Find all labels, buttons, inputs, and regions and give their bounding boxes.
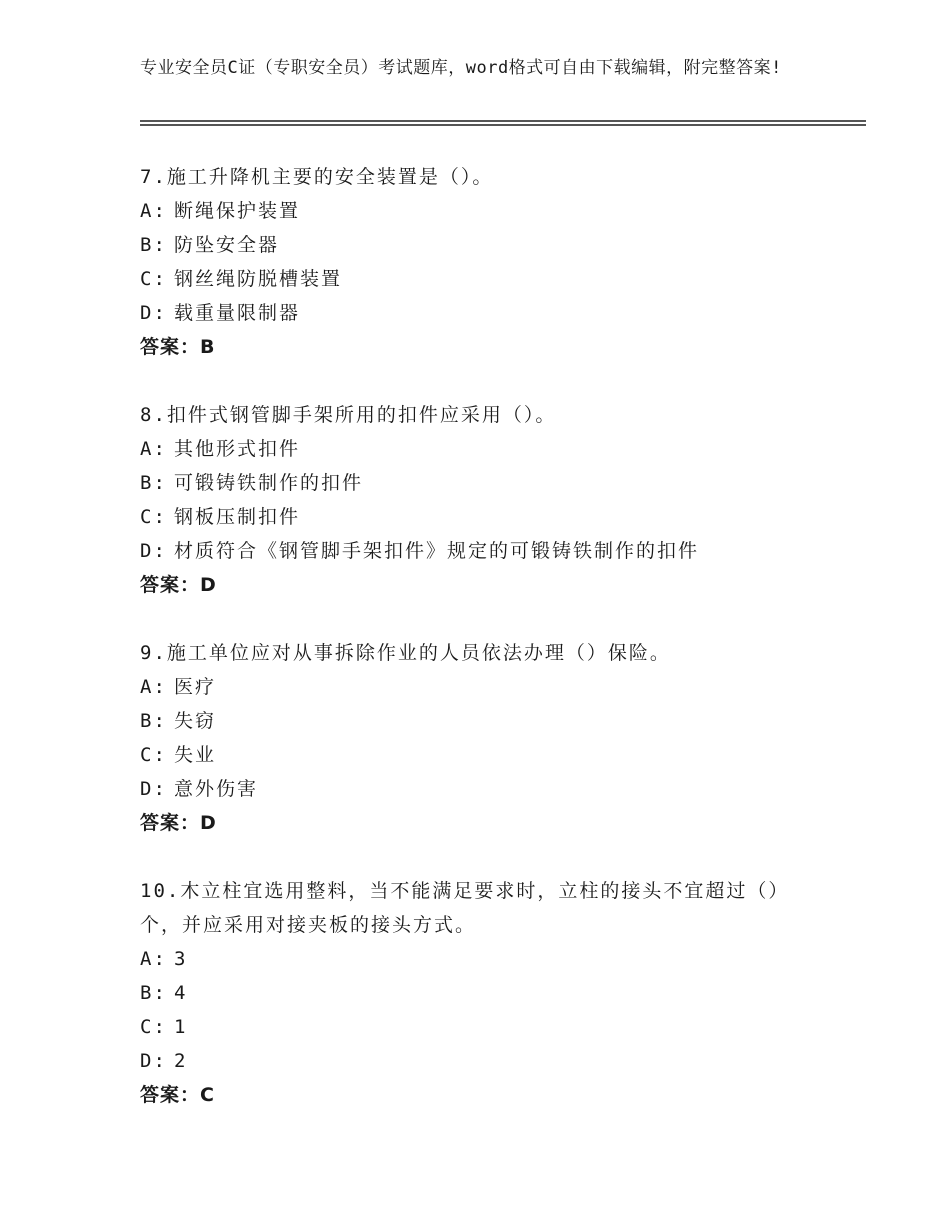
option-letter: C: [140, 744, 167, 766]
option-text: 意外伤害 [174, 778, 259, 800]
option-a [140, 194, 820, 228]
option-b [140, 704, 820, 738]
option-letter: D: [140, 1050, 167, 1072]
option-letter: C: [140, 506, 167, 528]
question-stem: 8.扣件式钢管脚手架所用的扣件应采用（）。 [140, 404, 557, 426]
option-letter: C: [140, 268, 167, 290]
option-letter: D: [140, 302, 167, 324]
question-list [140, 160, 820, 1146]
option-text: 载重量限制器 [174, 302, 301, 324]
option-letter: A: [140, 200, 167, 222]
option-letter: C: [140, 1016, 167, 1038]
option-c [140, 738, 820, 772]
option-text: 钢丝绳防脱槽装置 [174, 268, 343, 290]
question-10 [140, 874, 820, 1112]
option-d [140, 772, 820, 806]
question-9 [140, 636, 820, 840]
question-7 [140, 160, 820, 364]
option-c [140, 500, 820, 534]
option-a [140, 670, 820, 704]
option-text: 失业 [174, 744, 217, 766]
option-text: 1 [174, 1016, 188, 1038]
option-text: 可锻铸铁制作的扣件 [174, 472, 364, 494]
answer-label: 答案：D [140, 574, 217, 596]
option-letter: B: [140, 982, 167, 1004]
option-b [140, 466, 820, 500]
option-d [140, 1044, 820, 1078]
option-text: 3 [174, 948, 188, 970]
document-header: 专业安全员C证（专职安全员）考试题库，word格式可自由下载编辑，附完整答案! [140, 58, 782, 78]
question-stem: 7.施工升降机主要的安全装置是（）。 [140, 166, 494, 188]
option-letter: A: [140, 676, 167, 698]
option-text: 失窃 [174, 710, 217, 732]
option-b [140, 228, 820, 262]
question-8 [140, 398, 820, 602]
option-letter: A: [140, 948, 167, 970]
option-c [140, 262, 820, 296]
option-letter: B: [140, 710, 167, 732]
option-letter: A: [140, 438, 167, 460]
option-text: 钢板压制扣件 [174, 506, 301, 528]
option-letter: D: [140, 778, 167, 800]
option-text: 防坠安全器 [174, 234, 280, 256]
option-c [140, 1010, 820, 1044]
option-text: 其他形式扣件 [174, 438, 301, 460]
question-stem: 10.木立柱宜选用整料，当不能满足要求时，立柱的接头不宜超过（）个，并应采用对接夹板的接头方式。 [140, 880, 790, 936]
option-text: 医疗 [174, 676, 217, 698]
question-stem: 9.施工单位应对从事拆除作业的人员依法办理（）保险。 [140, 642, 671, 664]
option-letter: B: [140, 234, 167, 256]
option-text: 2 [174, 1050, 188, 1072]
option-d [140, 296, 820, 330]
header-divider [140, 120, 866, 122]
option-letter: D: [140, 540, 167, 562]
answer-label: 答案：C [140, 1084, 215, 1106]
header-divider-secondary [140, 124, 866, 126]
option-letter: B: [140, 472, 167, 494]
option-text: 断绳保护装置 [174, 200, 301, 222]
answer-label: 答案：D [140, 812, 217, 834]
answer-label: 答案：B [140, 336, 216, 358]
option-a [140, 942, 820, 976]
option-b [140, 976, 820, 1010]
option-a [140, 432, 820, 466]
option-d [140, 534, 820, 568]
option-text: 4 [174, 982, 188, 1004]
option-text: 材质符合《钢管脚手架扣件》规定的可锻铸铁制作的扣件 [174, 540, 700, 562]
